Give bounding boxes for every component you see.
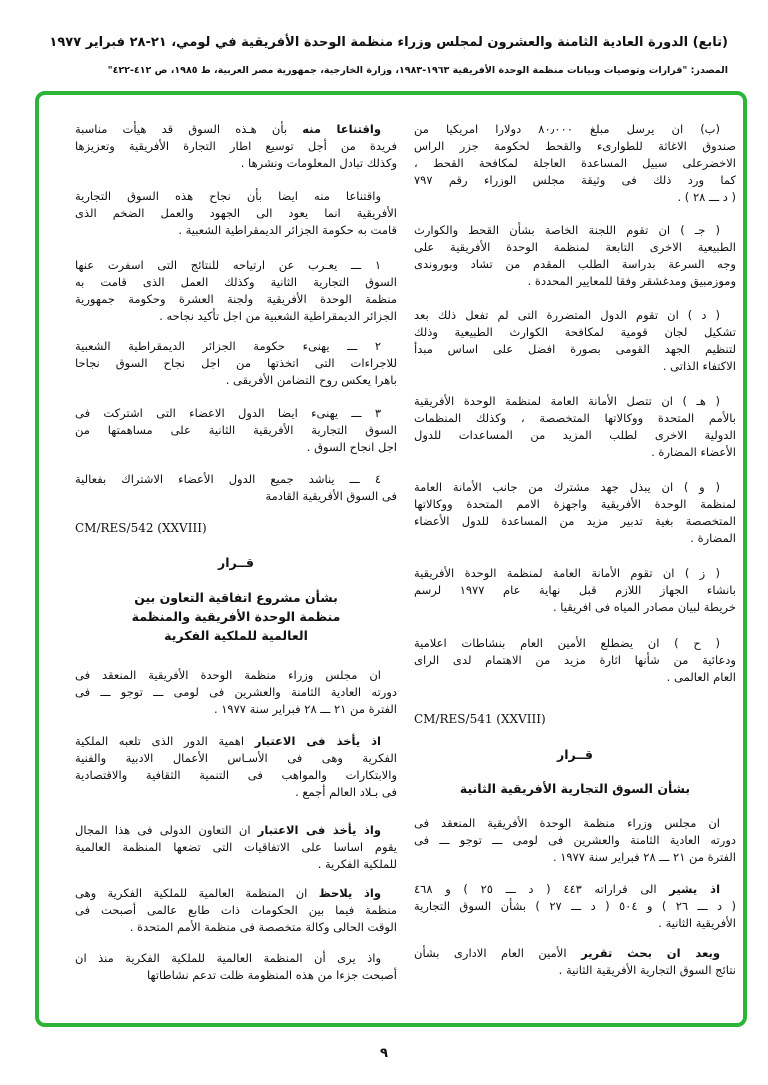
text-line: الاكتفاء الذاتى . (662, 359, 736, 373)
text-line: ودعائية من شأنها اثارة مزيد من الاهتمام لدى الراى (414, 653, 736, 667)
text-line: دورته العادية الثامنة والعشرين فى لومى ـــ توجو ـــ فى (414, 833, 736, 847)
paragraph (75, 822, 397, 873)
paragraph (414, 815, 736, 866)
decision-title-line: العالمية للملكية الفكرية (164, 628, 308, 643)
text-line: الطبيعية الاخرى التابعة لمنظمة الوحدة الأفريقية على (414, 240, 736, 254)
text-line: (ب) ان يرسل مبلغ ٨٠٫٠٠٠ دولارا امريكيا من (414, 122, 720, 136)
text-line: السوق التجارية الثانية وكذلك العمل الذى قامت به (75, 275, 397, 289)
text-line: ان مجلس وزراء منظمة الوحدة الأفريقية المنعقد فى (75, 668, 381, 682)
paragraph (75, 885, 397, 936)
text-line: واذ يرى أن المنظمة العالمية للملكية الفكرية منذ ان (75, 951, 381, 965)
line-text: ان التعاون الدولى فى هذا المجال (75, 823, 258, 837)
text-line: وكذلك تبادل المعلومات ونشرها . (240, 156, 397, 170)
paragraph (414, 881, 736, 932)
text-line: قامت به حكومة الجزائر الديمقراطية الشعبية . (178, 223, 397, 237)
text-line: باهرا يعكس روح التضامن الأفريقى . (225, 373, 397, 387)
text-line: الأفريقية انما يعود الى الجهود والعمل الضخم الذى (75, 206, 397, 220)
text-line (75, 885, 397, 902)
line-text: بأن هـذه السوق قد هيأت مناسبة (75, 122, 303, 136)
text-line (75, 822, 397, 839)
source-citation: المصدر: "قرارات وتوصيات وبيانات منظمة الوحدة الأفريقية ١٩٦٣-١٩٨٣، وزارة الخارجية، جمهورية مصر العربية، ط ١٩٨٥، ص ٤١٢-٤٢٢" (107, 65, 728, 76)
paragraph (75, 667, 397, 718)
paragraph (414, 393, 736, 461)
text-line: ( د ) ان تقوم الدول المتضررة التى لم تفعل ذلك بعد (414, 308, 720, 322)
paragraph (75, 733, 397, 801)
text-line: ( ح ) ان يضطلع الأمين العام بنشاطات اعلامية (414, 636, 720, 650)
text-line: الفكرية وهى فى الأسـاس الأعمال الادبية والفنية (75, 751, 397, 765)
text-line: منظمة الوحدة الأفريقية ولجنة العشرة وحكومة جمهورية (75, 292, 397, 306)
text-line: الاخضرعلى سبيل المساعدة العاجلة لمكافحة القحط ، (414, 156, 736, 170)
text-line: دورته العادية الثامنة والعشرين فى لومى ـــ توجو ـــ فى (75, 685, 397, 699)
text-line: بالأمم المتحدة ووكالاتها المتخصصة ، وكذلك المنظمات (414, 411, 736, 425)
decision-label: قــرار (557, 747, 593, 762)
lead-phrase: وبعد ان بحث تقرير (581, 946, 720, 960)
line-text: الى قراراته ٤٤٣ ( د ـــ ٢٥ ) و ٤٦٨ (414, 882, 670, 896)
text-line: المتخصصة بغية تدبير مزيد من المساعدة للدول الأعضاء (414, 514, 736, 528)
decision-title-line: منظمة الوحدة الأفريقية والمنظمة (131, 609, 341, 624)
text-line: المضارة . (690, 531, 736, 545)
text-line: الدولية الاخرى لطلب المزيد من المساعدات للدول (414, 428, 736, 442)
text-line: الأفريقية الثانية . (658, 916, 736, 930)
lead-phrase: واذ يلاحظ (318, 886, 381, 900)
text-line: نتائج السوق التجارية الأفريقية الثانية . (558, 963, 736, 977)
lead-phrase: واقتناعا منه (302, 122, 381, 136)
text-line: خريطة لبيان مصادر المياه فى افريقيا . (552, 600, 736, 614)
text-line: ان مجلس وزراء منظمة الوحدة الأفريقية المنعقد فى (414, 816, 720, 830)
line-text: الأمين العام الادارى بشأن (414, 946, 582, 960)
text-line: والابتكارات والمواهب فى التنمية الثقافية والاقتصادية (75, 768, 397, 782)
text-line: الفترة من ٢١ ـــ ٢٨ فبراير سنة ١٩٧٧ . (552, 850, 736, 864)
text-line: لتنظيم الجهد القومى بصورة افضل على اساس مبدأ (414, 342, 736, 356)
paragraph (75, 405, 397, 456)
text-line: الجزائر الديمقراطية الشعبية من اجل تأكيد نجاحه . (159, 309, 397, 323)
decision-title-line: بشأن السوق التجارية الأفريقية الثانية (459, 781, 691, 796)
paragraph (75, 188, 397, 239)
paragraph (414, 307, 736, 375)
text-line: الفترة من ٢١ ـــ ٢٨ فبراير سنة ١٩٧٧ . (213, 702, 397, 716)
text-line: ( هـ ) ان تتصل الأمانة العامة لمنظمة الوحدة الأفريقية (414, 394, 720, 408)
text-line: ٢ ـــ يهنىء حكومة الجزائر الديمقراطية الشعبية (75, 339, 381, 353)
text-line (414, 881, 736, 898)
text-line: تشكيل لجان قومية لمكافحة الكوارث الطبيعية وذلك (414, 325, 736, 339)
text-line: الأعضاء المضارة . (651, 445, 736, 459)
text-line: العام العالمى . (666, 670, 736, 684)
text-line: يقوم اساسا على الاتفاقيات التى تضعها المنظمة العالمية (75, 840, 397, 854)
text-line: فى السوق الأفريقية القادمة (265, 489, 397, 503)
lead-phrase: اذ يأخذ فى الاعتبار (254, 734, 382, 748)
decision-title-line: بشأن مشروع اتفاقية التعاون بين (134, 590, 338, 605)
text-line: ٤ ـــ يناشد جميع الدول الأعضاء الاشتراك بفعالية (75, 472, 381, 486)
text-line (414, 945, 736, 962)
paragraph (75, 121, 397, 172)
text-line: كما ورد ذلك فى وثيقة مجلس الوزراء رقم ٧٩٧ (414, 173, 736, 187)
paragraph (414, 121, 736, 206)
text-line: صندوق الاغاثة للطوارىء والقحط لحكومة جزر الراس (414, 139, 736, 153)
text-line: واقتناعا منه ايضا بأن نجاح هذه السوق التجارية (75, 189, 381, 203)
text-line: ( د ـــ ٢٦ ) و ٥٠٤ ( د ـــ ٢٧ ) بشأن السوق التجارية (414, 899, 736, 913)
paragraph (75, 950, 397, 984)
paragraph (414, 945, 736, 979)
paragraph (75, 257, 397, 325)
text-line: الوقت الحالى وكالة متخصصة فى منظمة الأمم المتحدة . (129, 920, 397, 934)
text-line: لمنظمة الوحدة الأفريقية واجهزة الامم المتحدة ووكالاتها (414, 497, 736, 511)
text-line: ( و ) ان يبذل جهد مشترك من جانب الأمانة العامة (414, 480, 720, 494)
text-line: ( د ـــ ٢٨ ) . (677, 190, 736, 204)
page-number: ٩ (380, 1046, 388, 1061)
text-line: ( جـ ) ان تقوم اللجنة الخاصة بشأن القحط والكوارث (414, 223, 720, 237)
line-text: ان المنظمة العالمية للملكية الفكرية وهى (75, 886, 319, 900)
text-line: للملكية الفكرية . (317, 857, 397, 871)
decision-title (414, 779, 736, 798)
decision-label: قــرار (218, 555, 254, 570)
text-line: بانشاء الجهاز اللازم قبل نهاية عام ١٩٧٧ لرسم (414, 583, 736, 597)
text-line: وموزمبيق ومدغشقر وفقا للمعايير المحددة . (527, 274, 736, 288)
text-line (75, 121, 397, 138)
text-line (75, 733, 397, 750)
text-line: ١ ـــ يعـرب عن ارتياحه للنتائج التى اسفرت عنها (75, 258, 381, 272)
lead-phrase: اذ يشير (669, 882, 721, 896)
text-line: اجل انجاح السوق . (306, 440, 397, 454)
paragraph (414, 635, 736, 686)
text-line: فريدة من أجل توسيع اطار التجارة الأفريقية وتعزيزها (75, 139, 397, 153)
paragraph (414, 479, 736, 547)
text-line: ( ز ) ان تقوم الأمانة العامة لمنظمة الوحدة الأفريقية (414, 566, 720, 580)
text-line: السوق التجارية الأفريقية الثانية على مساهمتها من (75, 423, 397, 437)
text-line: للاجراءات التى اتخذتها من اجل نجاح السوق نجاحا (75, 356, 397, 370)
text-line: ٣ ـــ يهنىء ايضا الدول الاعضاء التى اشتركت فى (75, 406, 381, 420)
document-title: (تابع) الدورة العادية الثامنة والعشرون لمجلس وزراء منظمة الوحدة الأفريقية في لومي، ٢١-٢٨ فبراير ١٩٧٧ (49, 35, 728, 50)
lead-phrase: واذ يأخذ فى الاعتبار (257, 823, 381, 837)
paragraph (75, 338, 397, 389)
paragraph (414, 222, 736, 290)
text-line: أصبحت جزءا من هذه المنظومة ظلت تدعم نشاطاتها (147, 968, 397, 982)
resolution-reference: CM/RES/541 (XXVIII) (414, 712, 546, 726)
line-text: اهمية الدور الذى تلعبه الملكية (75, 734, 255, 748)
resolution-reference: CM/RES/542 (XXVIII) (75, 521, 207, 535)
text-line: وجه السرعة بدراسة الطلب المقدم من تشاد وبوروندى (414, 257, 736, 271)
text-line: منظمة فيما بين الحكومات ذات طابع عالمى أصبحت فى (75, 903, 397, 917)
paragraph (414, 565, 736, 616)
paragraph (75, 471, 397, 505)
decision-title (75, 588, 397, 645)
text-line: فى بـلاد العالم أجمع . (295, 785, 397, 799)
